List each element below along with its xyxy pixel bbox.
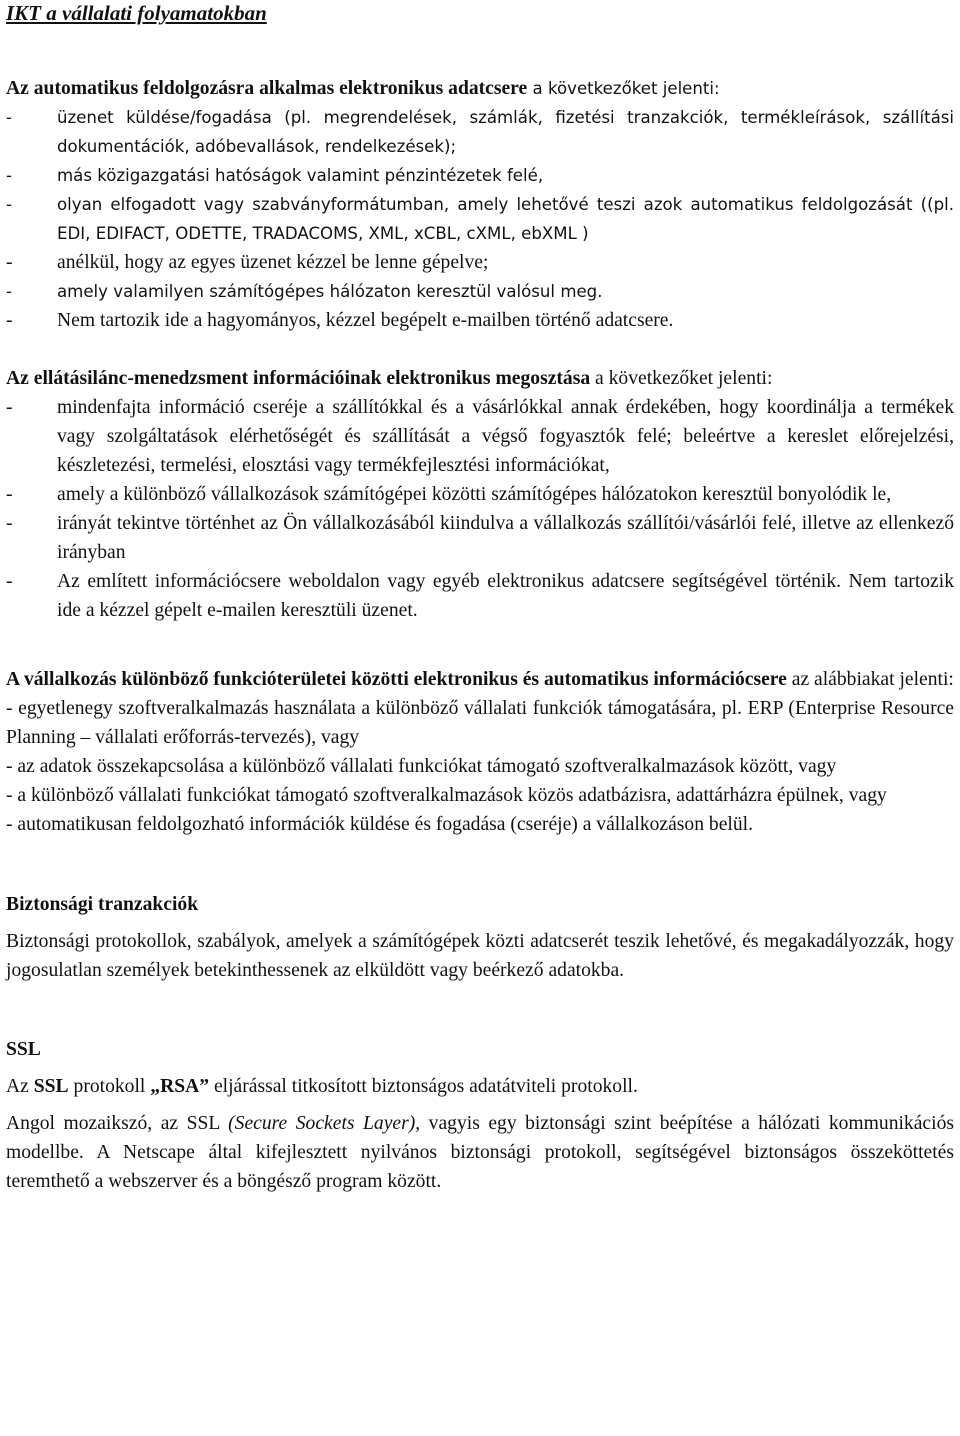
document-page [6, 0, 954, 1196]
section-3-line: - egyetlenegy szoftveralkalmazás használata a különböző vállalati funkciók támogatására, pl. ERP (Enterprise Resource Planning – vállalati erőforrás-tervezés), vagy [6, 698, 954, 748]
section-3-line: - a különböző vállalati funkciókat támogató szoftveralkalmazások közös adatbázisra, adattárházra épülnek, vagy [6, 785, 887, 806]
section-3-lead-rest: az alábbiakat jelenti: [786, 669, 954, 690]
section-4-body: Biztonsági protokollok, szabályok, amelyek a számítógépek közti adatcserét teszik lehetővé, és megakadályozzák, hogy jogosulatlan személyek betekinthessenek az elküldött vagy beérkező adatokba. [6, 931, 954, 981]
list-item: - irányát tekintve történhet az Ön vállalkozásából kiindulva a vállalkozás szállítói/vásárlói felé, illetve az ellenkező irányban [6, 509, 954, 567]
section-5-paragraph-2: Angol mozaikszó, az SSL (Secure Sockets Layer), vagyis egy biztonsági szint beépítése a hálózati kommunikációs modellbe. A Netscape által kifejlesztett nyilvános biztonsági protokoll, segítségével biztonságos összeköttetés teremthető a webszerver és a böngésző program között. [6, 1113, 954, 1192]
section-2-heading: Az ellátásilánc-menedzsment információinak elektronikus megosztása [6, 368, 591, 389]
section-1-heading: Az automatikus feldolgozásra alkalmas elektronikus adatcsere [6, 78, 528, 99]
ssl-term: SSL [33, 1076, 69, 1097]
section-4-heading: Biztonsági tranzakciók [6, 894, 199, 915]
rsa-term: „RSA” [150, 1076, 210, 1097]
section-2-list [6, 393, 954, 625]
section-2-intro [6, 364, 954, 393]
list-item: - anélkül, hogy az egyes üzenet kézzel be lenne gépelve; [6, 248, 954, 277]
section-2-lead-rest: a következőket jelenti: [590, 368, 773, 389]
list-item: - Nem tartozik ide a hagyományos, kézzel begépelt e-mailben történő adatcsere. [6, 306, 954, 335]
list-item: - Az említett információcsere weboldalon vagy egyéb elektronikus adatcsere segítségével történik. Nem tartozik ide a kézzel gépelt e-mailen keresztüli üzenet. [6, 567, 954, 625]
section-3-line: - az adatok összekapcsolása a különböző vállalati funkciókat támogató szoftveralkalmazások között, vagy [6, 756, 837, 777]
list-item: - amely a különböző vállalkozások számítógépei közötti számítógépes hálózatokon keresztül bonyolódik le, [6, 480, 954, 509]
section-5-paragraph-1: Az SSL protokoll „RSA” eljárással titkosított biztonságos adatátviteli protokoll. [6, 1076, 638, 1097]
list-item: - üzenet küldése/fogadása (pl. megrendelések, számlák, fizetési tranzakciók, termékleírások, szállítási dokumentációk, adóbevallások, rendelkezések); [6, 103, 954, 161]
section-3-line: - automatikusan feldolgozható információk küldése és fogadása (cseréje) a vállalkozáson belül. [6, 814, 754, 835]
section-3-intro [6, 665, 954, 694]
page-title: IKT a vállalati folyamatokban [6, 1, 267, 25]
list-item: - mindenfajta információ cseréje a szállítókkal és a vásárlókkal annak érdekében, hogy koordinálja a termékek vagy szolgáltatások elérhetőségét és szállítását a végső fogyasztók felé; beleértve a kereslet előrejelzési, készletezési, termelési, elosztási vagy termékfejlesztési információkat, [6, 393, 954, 480]
list-item: - amely valamilyen számítógépes hálózaton keresztül valósul meg. [6, 277, 954, 306]
ssl-expansion: (Secure Sockets Layer), [228, 1113, 421, 1134]
list-item: - olyan elfogadott vagy szabványformátumban, amely lehetővé teszi azok automatikus feldolgozását ((pl. EDI, EDIFACT, ODETTE, TRADACOMS, XML, xCBL, cXML, ebXML ) [6, 190, 954, 248]
section-1-intro [6, 74, 954, 103]
section-1-list [6, 103, 954, 335]
section-1-lead-rest: a következőket jelenti: [527, 79, 720, 98]
section-3-heading: A vállalkozás különböző funkcióterületei közötti elektronikus és automatikus információcsere [6, 669, 787, 690]
list-item: - más közigazgatási hatóságok valamint pénzintézetek felé, [6, 161, 954, 190]
section-5-heading: SSL [6, 1039, 41, 1060]
